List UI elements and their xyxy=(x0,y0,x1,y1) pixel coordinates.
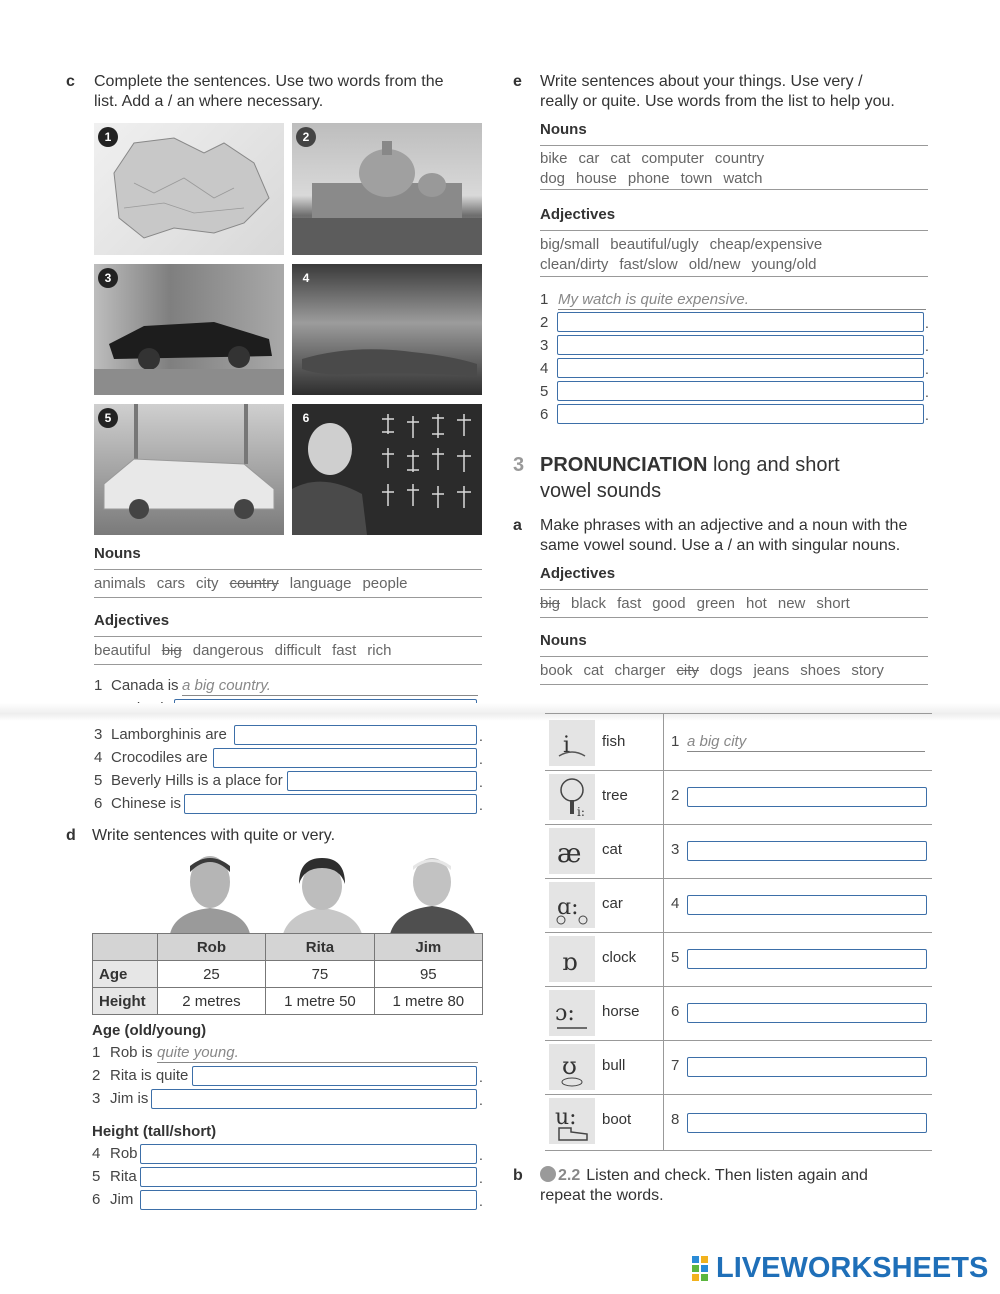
vowel-row-cat xyxy=(545,824,932,879)
svg-text:ʊ: ʊ xyxy=(562,1052,577,1080)
d-sentence-3-number: 3 xyxy=(92,1090,101,1107)
e-sentence-1-number: 1 xyxy=(540,291,549,308)
noun-word: jeans xyxy=(753,662,790,679)
noun-word: country xyxy=(714,150,765,167)
e-sentence-4-number: 4 xyxy=(540,360,549,377)
e-sentence-5-input[interactable] xyxy=(557,381,924,401)
adjective-word: cheap/expensive xyxy=(709,236,823,253)
section-3b-instruction-text: Listen and check. Then listen again and xyxy=(586,1167,868,1184)
section-3-number: 3 xyxy=(513,454,525,476)
section-c-adjectives-list xyxy=(94,636,482,665)
section-e-adjectives-list xyxy=(540,230,928,277)
photo-number-badge: 5 xyxy=(98,408,118,428)
period: . xyxy=(479,774,483,790)
c-sentence-5-input[interactable] xyxy=(287,771,477,791)
adjective-word: hot xyxy=(746,595,767,612)
svg-text:æ: æ xyxy=(557,839,582,869)
d-sentence-2-text: Rita is quite xyxy=(110,1067,189,1084)
adjective-word: fast/slow xyxy=(619,256,678,273)
table-row xyxy=(93,961,483,988)
section-3-title-line-2: vowel sounds xyxy=(540,480,662,502)
vowel-table-top-line xyxy=(545,713,932,714)
noun-word-struck: city xyxy=(676,662,699,679)
period: . xyxy=(479,1147,483,1163)
e-sentence-1-example: My watch is quite expensive. xyxy=(558,291,926,310)
adjective-word: big/small xyxy=(540,236,600,253)
vowel-word: tree xyxy=(602,787,628,804)
e-sentence-2-number: 2 xyxy=(540,314,549,331)
noun-word: story xyxy=(851,662,884,679)
noun-word: phone xyxy=(627,170,670,187)
svg-text:i: i xyxy=(563,733,571,758)
adjective-word: difficult xyxy=(274,642,322,659)
table-row-header: Height xyxy=(93,988,158,1015)
table-cell: 1 metre 50 xyxy=(266,988,374,1015)
vowel-number: 2 xyxy=(671,787,680,804)
period: . xyxy=(479,797,483,813)
bull-icon xyxy=(549,1044,595,1090)
adjective-row xyxy=(540,235,928,255)
vowel-word: car xyxy=(602,895,623,912)
adjective-word: fast xyxy=(332,642,357,659)
audio-icon[interactable] xyxy=(540,1166,556,1182)
d-sentence-1-text: Rob is xyxy=(110,1044,153,1061)
period: . xyxy=(479,1193,483,1209)
svg-text:u:: u: xyxy=(555,1105,577,1130)
c-sentence-4-text: Crocodiles are xyxy=(111,749,208,766)
d-sentence-5-number: 5 xyxy=(92,1168,101,1185)
e-sentence-6-input[interactable] xyxy=(557,404,924,424)
c-sentence-6-input[interactable] xyxy=(184,794,477,814)
section-e-letter: e xyxy=(513,73,522,90)
noun-word: computer xyxy=(641,150,704,167)
section-3-title-rest: long and short xyxy=(712,454,840,476)
section-3a-instruction-2: same vowel sound. Use a / an with singular nouns. xyxy=(540,537,901,554)
section-3b-letter: b xyxy=(513,1167,523,1184)
section-3a-instruction-1: Make phrases with an adjective and a noun with the xyxy=(540,517,908,534)
vowel-example: a big city xyxy=(687,733,925,752)
noun-word: town xyxy=(680,170,713,187)
c-sentence-6-number: 6 xyxy=(94,795,103,812)
people-table xyxy=(92,933,483,1015)
photo-number-badge: 6 xyxy=(302,411,310,425)
period: . xyxy=(479,1092,483,1108)
age-heading: Age (old/young) xyxy=(92,1022,207,1039)
noun-word: car xyxy=(578,150,600,167)
e-sentence-6-number: 6 xyxy=(540,406,549,423)
vowel-row-bull xyxy=(545,1040,932,1095)
vowel-word: bull xyxy=(602,1057,626,1074)
vowel-number: 4 xyxy=(671,895,680,912)
vowel-row-boot xyxy=(545,1094,932,1151)
adjective-row xyxy=(540,255,928,275)
d-sentence-2-input[interactable] xyxy=(192,1066,477,1086)
noun-word: watch xyxy=(723,170,763,187)
car-icon xyxy=(549,882,595,928)
section-3-title-bold: PRONUNCIATION xyxy=(540,454,708,476)
adjective-word: rich xyxy=(367,642,392,659)
section-3a-letter: a xyxy=(513,517,522,534)
vowel-word: cat xyxy=(602,841,623,858)
vowel-input-2[interactable] xyxy=(687,787,927,807)
adjective-word: beautiful xyxy=(94,642,151,659)
e-sentence-2-input[interactable] xyxy=(557,312,924,332)
table-cell: 25 xyxy=(157,961,266,988)
d-sentence-5-text: Rita xyxy=(110,1168,137,1185)
section-3-nouns-list xyxy=(540,656,928,685)
period: . xyxy=(479,751,483,767)
vowel-word: horse xyxy=(602,1003,640,1020)
d-sentence-1-number: 1 xyxy=(92,1044,101,1061)
noun-word: city xyxy=(196,575,219,592)
section-e-instruction-1: Write sentences about your things. Use very / xyxy=(540,73,863,90)
vowel-row-horse xyxy=(545,986,932,1041)
table-cell: 95 xyxy=(374,961,482,988)
vowel-row-tree xyxy=(545,770,932,825)
c-sentence-5-text: Beverly Hills is a place for xyxy=(111,772,283,789)
noun-word: charger xyxy=(614,662,666,679)
vowel-number: 7 xyxy=(671,1057,680,1074)
section-c-nouns-list xyxy=(94,569,482,598)
adjective-word: good xyxy=(652,595,686,612)
section-c-nouns-heading: Nouns xyxy=(94,545,141,562)
section-3b-instruction-1 xyxy=(540,1166,868,1186)
svg-text:ɔ:: ɔ: xyxy=(555,1001,575,1026)
d-sentence-6-text: Jim xyxy=(110,1191,134,1208)
vowel-word: boot xyxy=(602,1111,632,1128)
vowel-input-4[interactable] xyxy=(687,895,927,915)
c-sentence-6-text: Chinese is xyxy=(111,795,182,812)
d-sentence-1-example: quite young. xyxy=(157,1044,478,1063)
vowel-input-6[interactable] xyxy=(687,1003,927,1023)
noun-word: house xyxy=(576,170,617,187)
clock-icon xyxy=(549,936,595,982)
adjective-word: beautiful/ugly xyxy=(610,236,699,253)
vowel-input-8[interactable] xyxy=(687,1113,927,1133)
photo-canada-map xyxy=(94,123,284,255)
height-heading: Height (tall/short) xyxy=(92,1123,217,1140)
vowel-row-fish xyxy=(545,716,932,771)
d-sentence-5-input[interactable] xyxy=(140,1167,477,1187)
table-header-cell: Jim xyxy=(374,934,482,961)
noun-row xyxy=(540,149,928,169)
noun-word: people xyxy=(362,575,408,592)
vowel-word: clock xyxy=(602,949,637,966)
e-sentence-5-number: 5 xyxy=(540,383,549,400)
vowel-input-5[interactable] xyxy=(687,949,927,969)
c-sentence-3-number: 3 xyxy=(94,726,103,743)
d-sentence-2-number: 2 xyxy=(92,1067,101,1084)
vowel-word: fish xyxy=(602,733,626,750)
adjective-word: old/new xyxy=(688,256,741,273)
c-sentence-1-text: Canada is xyxy=(111,677,179,694)
adjective-word: dangerous xyxy=(192,642,264,659)
adjective-word: black xyxy=(571,595,607,612)
photo-rob xyxy=(160,850,260,934)
photo-number-badge: 1 xyxy=(98,127,118,147)
vowel-row-car xyxy=(545,878,932,933)
section-3-adjectives-list xyxy=(540,589,928,618)
adjective-word-struck: big xyxy=(161,642,182,659)
section-3-nouns-heading: Nouns xyxy=(540,632,587,649)
table-row-header: Age xyxy=(93,961,158,988)
adjective-word: young/old xyxy=(751,256,817,273)
adjective-word: clean/dirty xyxy=(540,256,609,273)
d-sentence-4-input[interactable] xyxy=(140,1144,477,1164)
c-sentence-1-number: 1 xyxy=(94,677,103,694)
photo-number-badge: 4 xyxy=(302,271,310,285)
cat-icon xyxy=(549,828,595,874)
photo-crocodile xyxy=(292,264,482,395)
noun-word-struck: country xyxy=(229,575,279,592)
table-header-row xyxy=(93,934,483,961)
table-header-cell: Rob xyxy=(157,934,266,961)
vowel-number: 6 xyxy=(671,1003,680,1020)
period: . xyxy=(479,1170,483,1186)
vowel-row-clock xyxy=(545,932,932,987)
table-cell: 1 metre 80 xyxy=(374,988,482,1015)
boot-icon xyxy=(549,1098,595,1144)
noun-word: bike xyxy=(540,150,568,167)
c-sentence-3-text: Lamborghinis are xyxy=(111,726,227,743)
adjective-word-struck: big xyxy=(540,595,561,612)
photo-number-badge: 2 xyxy=(296,127,316,147)
period: . xyxy=(479,1069,483,1085)
photo-rita xyxy=(275,850,370,934)
photo-venice xyxy=(292,123,482,255)
section-d-instruction: Write sentences with quite or very. xyxy=(92,827,336,844)
d-sentence-6-number: 6 xyxy=(92,1191,101,1208)
noun-word: cat xyxy=(610,150,631,167)
vowel-number: 8 xyxy=(671,1111,680,1128)
svg-text:i:: i: xyxy=(577,805,585,819)
svg-text:ɑ:: ɑ: xyxy=(557,895,579,920)
photo-lamborghini xyxy=(94,264,284,395)
vowel-number: 1 xyxy=(671,733,680,750)
section-e-nouns-heading: Nouns xyxy=(540,121,587,138)
d-sentence-4-number: 4 xyxy=(92,1145,101,1162)
section-3b-instruction-2: repeat the words. xyxy=(540,1187,664,1204)
liveworksheets-brand: LIVEWORKSHEETS xyxy=(716,1252,989,1284)
audio-track-number: 2.2 xyxy=(558,1167,581,1184)
c-sentence-3-input[interactable] xyxy=(234,725,477,745)
section-3-adjectives-heading: Adjectives xyxy=(540,565,616,582)
photo-jim xyxy=(385,850,480,934)
d-sentence-3-text: Jim is xyxy=(110,1090,149,1107)
photo-chinese-blackboard xyxy=(292,404,482,535)
c-sentence-4-input[interactable] xyxy=(213,748,477,768)
adjective-word: fast xyxy=(617,595,642,612)
adjective-word: new xyxy=(777,595,806,612)
horse-icon xyxy=(549,990,595,1036)
vowel-number: 3 xyxy=(671,841,680,858)
photo-beverly-hills xyxy=(94,404,284,535)
noun-word: dog xyxy=(540,170,566,187)
table-header-cell xyxy=(93,934,158,961)
e-sentence-4-input[interactable] xyxy=(557,358,924,378)
vowel-input-3[interactable] xyxy=(687,841,927,861)
c-sentence-1-example: a big country. xyxy=(182,677,478,696)
noun-word: animals xyxy=(94,575,146,592)
section-e-instruction-2: really or quite. Use words from the list to help you. xyxy=(540,93,895,110)
adjective-word: green xyxy=(696,595,735,612)
noun-word: cat xyxy=(583,662,604,679)
section-c-instruction-2: list. Add a / an where necessary. xyxy=(94,93,324,110)
noun-word: dogs xyxy=(709,662,743,679)
vowel-input-7[interactable] xyxy=(687,1057,927,1077)
section-c-instruction-1: Complete the sentences. Use two words from the xyxy=(94,73,444,90)
section-c-letter: c xyxy=(66,73,75,90)
section-e-nouns-list xyxy=(540,145,928,190)
section-c-adjectives-heading: Adjectives xyxy=(94,612,170,629)
liveworksheets-logo-icon xyxy=(692,1256,718,1282)
e-sentence-3-input[interactable] xyxy=(557,335,924,355)
c-sentence-4-number: 4 xyxy=(94,749,103,766)
fish-icon xyxy=(549,720,595,766)
period: . xyxy=(925,407,929,423)
period: . xyxy=(479,728,483,744)
noun-word: shoes xyxy=(800,662,841,679)
section-3-title xyxy=(540,454,840,477)
vowel-number: 5 xyxy=(671,949,680,966)
e-sentence-3-number: 3 xyxy=(540,337,549,354)
c-sentence-5-number: 5 xyxy=(94,772,103,789)
adjective-word: short xyxy=(816,595,850,612)
d-sentence-4-text: Rob xyxy=(110,1145,138,1162)
table-cell: 2 metres xyxy=(157,988,266,1015)
table-row xyxy=(93,988,483,1015)
noun-word: language xyxy=(289,575,352,592)
noun-row xyxy=(540,169,928,189)
period: . xyxy=(925,315,929,331)
section-e-adjectives-heading: Adjectives xyxy=(540,206,616,223)
d-sentence-6-input[interactable] xyxy=(140,1190,477,1210)
photo-number-badge: 3 xyxy=(98,268,118,288)
section-d-letter: d xyxy=(66,827,76,844)
svg-text:ɒ: ɒ xyxy=(562,948,578,976)
noun-word: cars xyxy=(156,575,186,592)
period: . xyxy=(925,384,929,400)
table-header-cell: Rita xyxy=(266,934,374,961)
table-cell: 75 xyxy=(266,961,374,988)
d-sentence-3-input[interactable] xyxy=(151,1089,477,1109)
period: . xyxy=(925,338,929,354)
tree-icon xyxy=(549,774,595,820)
noun-word: book xyxy=(540,662,573,679)
period: . xyxy=(925,361,929,377)
